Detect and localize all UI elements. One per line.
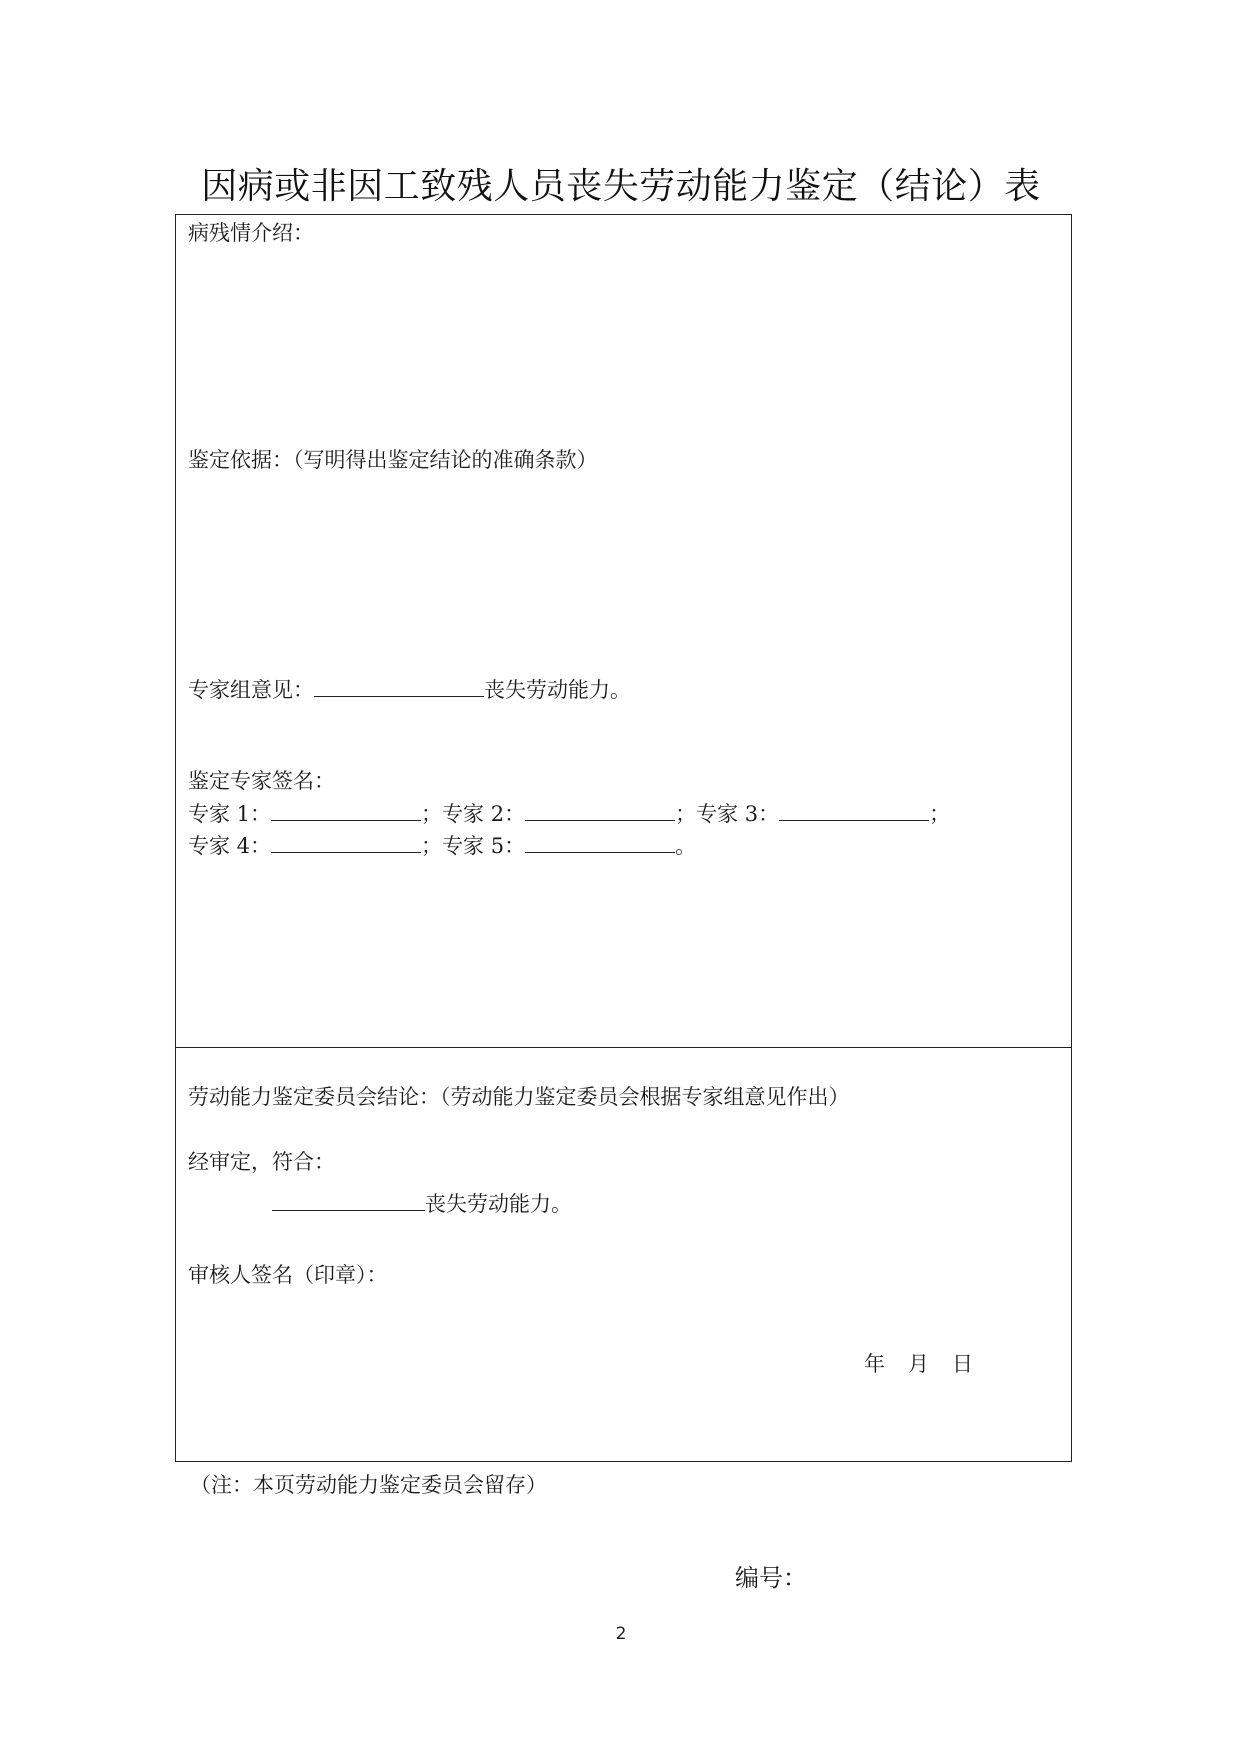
page-title: 因病或非因工致残人员丧失劳动能力鉴定（结论）表 — [201, 166, 1041, 207]
expert-5-signature-blank[interactable] — [525, 832, 675, 853]
expert-3-label: 专家 3： — [696, 802, 780, 826]
conclusion-line — [272, 1190, 572, 1217]
separator: ； — [929, 802, 951, 826]
separator: ； — [421, 834, 443, 858]
section-divider — [175, 1047, 1072, 1048]
expert-1-label: 专家 1： — [188, 802, 272, 826]
expert-opinion-suffix: 丧失劳动能力。 — [484, 678, 631, 702]
date-day: 日 — [952, 1352, 973, 1376]
separator: 。 — [675, 834, 697, 858]
expert-3-signature-blank[interactable] — [779, 800, 929, 821]
date-year: 年 — [864, 1352, 885, 1376]
expert-signature-row-1 — [188, 800, 950, 827]
page-number: 2 — [615, 1624, 627, 1644]
expert-signature-label: 鉴定专家签名： — [188, 769, 335, 793]
review-label: 经审定，符合： — [188, 1150, 335, 1174]
expert-opinion-prefix: 专家组意见： — [188, 678, 314, 702]
expert-opinion-blank[interactable] — [314, 676, 484, 697]
expert-signature-row-2 — [188, 832, 696, 859]
expert-2-label: 专家 2： — [442, 802, 526, 826]
expert-opinion-line — [188, 676, 631, 703]
expert-5-label: 专家 5： — [442, 834, 526, 858]
expert-1-signature-blank[interactable] — [271, 800, 421, 821]
separator: ； — [421, 802, 443, 826]
conclusion-blank[interactable] — [272, 1190, 425, 1211]
expert-2-signature-blank[interactable] — [525, 800, 675, 821]
date-month: 月 — [908, 1352, 929, 1376]
expert-4-label: 专家 4： — [188, 834, 272, 858]
footnote: （注：本页劳动能力鉴定委员会留存） — [190, 1473, 547, 1497]
basis-label: 鉴定依据：（写明得出鉴定结论的准确条款） — [188, 448, 598, 472]
expert-4-signature-blank[interactable] — [271, 832, 421, 853]
illness-intro-label: 病残情介绍： — [188, 221, 314, 245]
committee-conclusion-label: 劳动能力鉴定委员会结论：（劳动能力鉴定委员会根据专家组意见作出） — [188, 1085, 850, 1109]
reviewer-signature-label: 审核人签名（印章）： — [188, 1263, 388, 1287]
conclusion-suffix: 丧失劳动能力。 — [425, 1192, 572, 1216]
separator: ； — [675, 802, 697, 826]
serial-number-label: 编号： — [735, 1564, 807, 1592]
